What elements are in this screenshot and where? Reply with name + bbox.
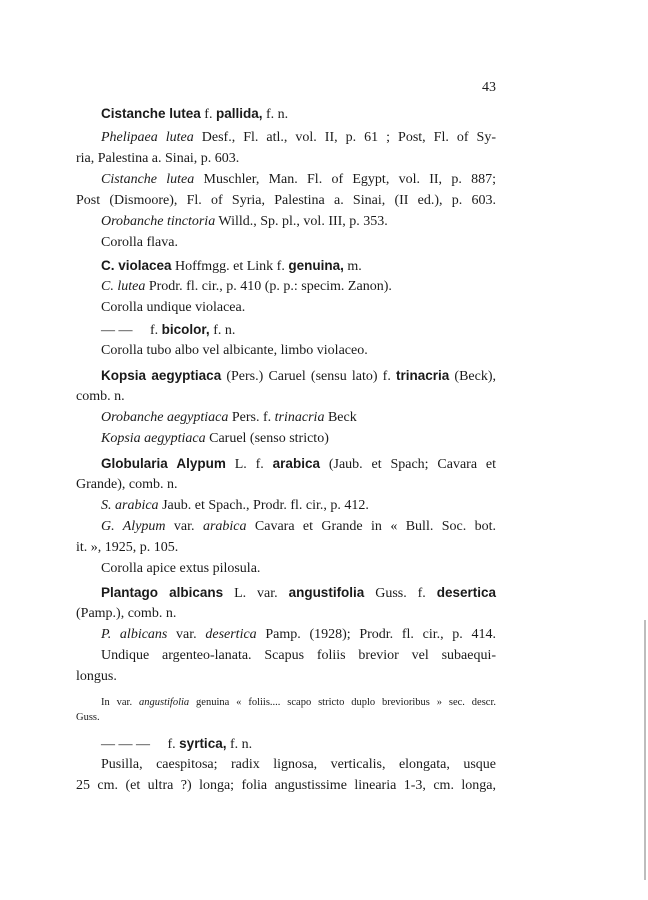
entry-heading: Cistanche lutea f. pallida, f. n. xyxy=(101,106,289,122)
synonym-line: Phelipaea lutea Desf., Fl. atl., vol. II, p. 61 ; Post, Fl. of Sy- xyxy=(101,130,496,145)
description-line: Corolla apice extus pilosula. xyxy=(101,561,261,576)
page-edge-shadow xyxy=(644,620,646,880)
synonym-line: Orobanche tinctoria Willd., Sp. pl., vol. III, p. 353. xyxy=(101,214,388,229)
synonym-line: P. albicans var. desertica Pamp. (1928); Prodr. fl. cir., p. 414. xyxy=(101,627,496,642)
description-line: Corolla undique violacea. xyxy=(101,300,246,315)
entry-heading: Globularia Alypum L. f. arabica (Jaub. et Spach; Cavara et xyxy=(101,456,497,472)
description-line: Pusilla, caespitosa; radix lignosa, verticalis, elongata, usque xyxy=(101,757,496,772)
entry-heading-cont: Grande), comb. n. xyxy=(76,477,178,492)
entry-heading-cont: comb. n. xyxy=(76,389,125,404)
description-line: Undique argenteo-lanata. Scapus foliis brevior vel subaequi- xyxy=(101,648,496,663)
synonym-line: Orobanche aegyptiaca Pers. f. trinacria Beck xyxy=(101,410,357,425)
entry-heading: Plantago albicans L. var. angustifolia Guss. f. desertica xyxy=(101,585,497,601)
synonym-line: Kopsia aegyptiaca Caruel (senso stricto) xyxy=(101,431,329,446)
synonym-line: G. Alypum var. arabica Cavara et Grande in « Bull. Soc. bot. xyxy=(101,519,497,534)
synonym-line: S. arabica Jaub. et Spach., Prodr. fl. cir., p. 412. xyxy=(101,498,369,513)
footnote-line: In var. angustifolia genuina « foliis.... scapo stricto duplo brevioribus » sec. descr. xyxy=(101,697,496,708)
entry-heading: — — — f. syrtica, f. n. xyxy=(101,736,253,752)
description-line: Corolla tubo albo vel albicante, limbo violaceo. xyxy=(101,343,368,358)
entry-heading: Kopsia aegyptiaca (Pers.) Caruel (sensu lato) f. trinacria (Beck), xyxy=(101,368,497,384)
synonym-line: C. lutea Prodr. fl. cir., p. 410 (p. p.: specim. Zanon). xyxy=(101,279,392,294)
description-line: Corolla flava. xyxy=(101,235,178,250)
synonym-line: Cistanche lutea Muschler, Man. Fl. of Egypt, vol. II, p. 887; xyxy=(101,172,496,187)
entry-heading: — — f. bicolor, f. n. xyxy=(101,322,236,338)
description-line: 25 cm. (et ultra ?) longa; folia angustissime linearia 1-3, cm. longa, xyxy=(76,778,496,793)
footnote-line: Guss. xyxy=(76,712,100,723)
synonym-line: it. », 1925, p. 105. xyxy=(76,540,179,555)
entry-heading-cont: (Pamp.), comb. n. xyxy=(76,606,177,621)
synonym-line: ria, Palestina a. Sinai, p. 603. xyxy=(76,151,240,166)
page-number: 43 xyxy=(482,80,496,95)
entry-heading: C. violacea Hoffmgg. et Link f. genuina, m. xyxy=(101,258,362,274)
description-line: longus. xyxy=(76,669,117,684)
synonym-line: Post (Dismoore), Fl. of Syria, Palestina a. Sinai, (II ed.), p. 603. xyxy=(76,193,496,208)
